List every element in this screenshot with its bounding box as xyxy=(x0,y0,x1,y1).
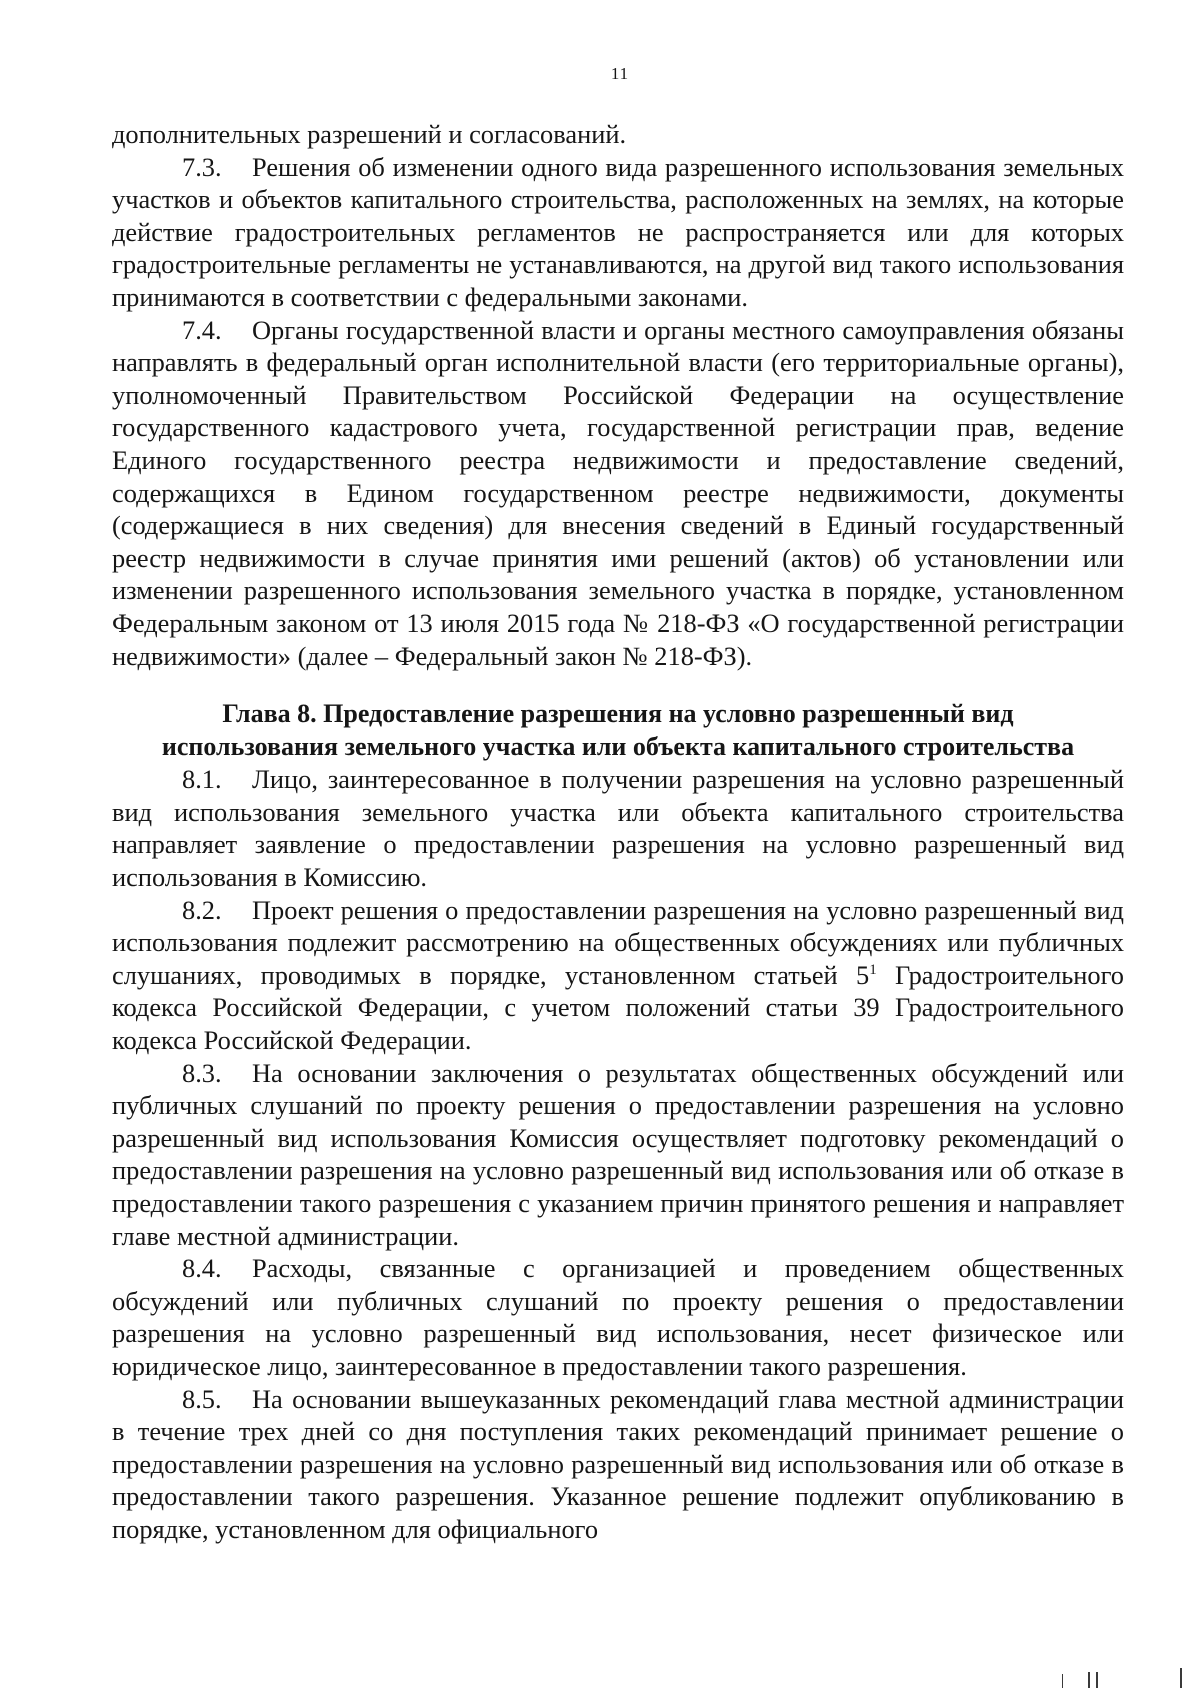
scan-artifact xyxy=(1180,1668,1182,1688)
paragraph-8-2 xyxy=(112,894,1124,1057)
paragraph-number: 7.3. xyxy=(182,151,222,182)
paragraph-number: 8.5. xyxy=(182,1383,222,1414)
paragraph-text: Решения об изменении одного вида разрешенного использования земельных участков и объектов капитального строительства, расположенных на землях, на которые действие градостроительных регламентов не распространяется или для которых градостроительные регламенты не устанавливаются, на другой вид такого использования принимаются в соответствии с федеральными законами. xyxy=(112,151,1124,312)
paragraph-8-1 xyxy=(112,763,1124,893)
paragraph-8-5 xyxy=(112,1383,1124,1546)
paragraph-8-3 xyxy=(112,1057,1124,1253)
chapter-heading-line-1: Глава 8. Предоставление разрешения на условно разрешенный вид xyxy=(222,699,1014,729)
paragraph-number: 8.1. xyxy=(182,764,222,795)
paragraph-text: Органы государственной власти и органы местного самоуправления обязаны направлять в федеральный орган исполнительной власти (его территориальные органы), уполномоченный Правительством Российской Федерации на осуществление государственного кадастрового учета, государственной регистрации прав, ведение Единого государственного реестра недвижимости и предоставление сведений, содержащихся в Едином государственном реестре недвижимости, документы (содержащиеся в них сведения) для внесения сведений в Единый государственный реестр недвижимости в случае принятия ими решений (актов) об установлении или изменении разрешенного использования земельного участка в порядке, установленном Федеральным законом от 13 июля 2015 года № 218-ФЗ «О государственной регистрации недвижимости» (далее – Федеральный закон № 218-ФЗ). xyxy=(112,314,1124,671)
paragraph-7-4 xyxy=(112,314,1124,673)
chapter-heading-line-2: использования земельного участка или объекта капитального строительства xyxy=(161,731,1075,761)
document-body xyxy=(112,118,1124,1546)
paragraph-text: Проект решения о предоставлении разрешения на условно разрешенный вид использования подлежит рассмотрению на общественных обсуждениях или публичных слушаниях, проводимых в порядке, установленном статьей 5 xyxy=(112,894,1124,990)
paragraph-text: Расходы, связанные с организацией и проведением общественных обсуждений или публичных слушаний по проекту решения о предоставлении разрешения на условно разрешенный вид использования, несет физическое или юридическое лицо, заинтересованное в предоставлении такого разрешения. xyxy=(112,1253,1124,1381)
scan-artifact xyxy=(1062,1674,1063,1688)
scan-artifact xyxy=(1088,1672,1090,1688)
paragraph-7-3 xyxy=(112,151,1124,314)
scan-artifact xyxy=(1096,1672,1098,1688)
paragraph-continuation xyxy=(112,118,1124,151)
paragraph-number: 7.4. xyxy=(182,314,222,345)
chapter-heading xyxy=(112,698,1124,763)
paragraph-8-4 xyxy=(112,1252,1124,1382)
paragraph-text-continued: Градостроительного кодекса Российской Федерации, с учетом положений статьи 39 Градостроительного кодекса Российской Федерации. xyxy=(112,959,1124,1056)
superscript: 1 xyxy=(869,962,877,979)
paragraph-text: На основании вышеуказанных рекомендаций глава местной администрации в течение трех дней со дня поступления таких рекомендаций принимает решение о предоставлении разрешения на условно разрешенный вид использования или об отказе в предоставлении такого разрешения. Указанное решение подлежит опубликованию в порядке, установленном для официального xyxy=(112,1383,1124,1544)
paragraph-number: 8.3. xyxy=(182,1057,222,1088)
paragraph-text: Лицо, заинтересованное в получении разрешения на условно разрешенный вид использования земельного участка или объекта капитального строительства направляет заявление о предоставлении разрешения на условно разрешенный вид использования в Комиссию. xyxy=(112,764,1124,893)
paragraph-text: На основании заключения о результатах общественных обсуждений или публичных слушаний по проекту решения о предоставлении разрешения на условно разрешенный вид использования Комиссия осуществляет подготовку рекомендаций о предоставлении разрешения на условно разрешенный вид использования или об отказе в предоставлении такого разрешения с указанием причин принятого решения и направляет главе местной администрации. xyxy=(112,1057,1124,1251)
page-number: 11 xyxy=(610,64,630,83)
paragraph-text: дополнительных разрешений и согласований. xyxy=(112,119,627,149)
paragraph-number: 8.4. xyxy=(182,1253,222,1284)
paragraph-number: 8.2. xyxy=(182,894,222,925)
